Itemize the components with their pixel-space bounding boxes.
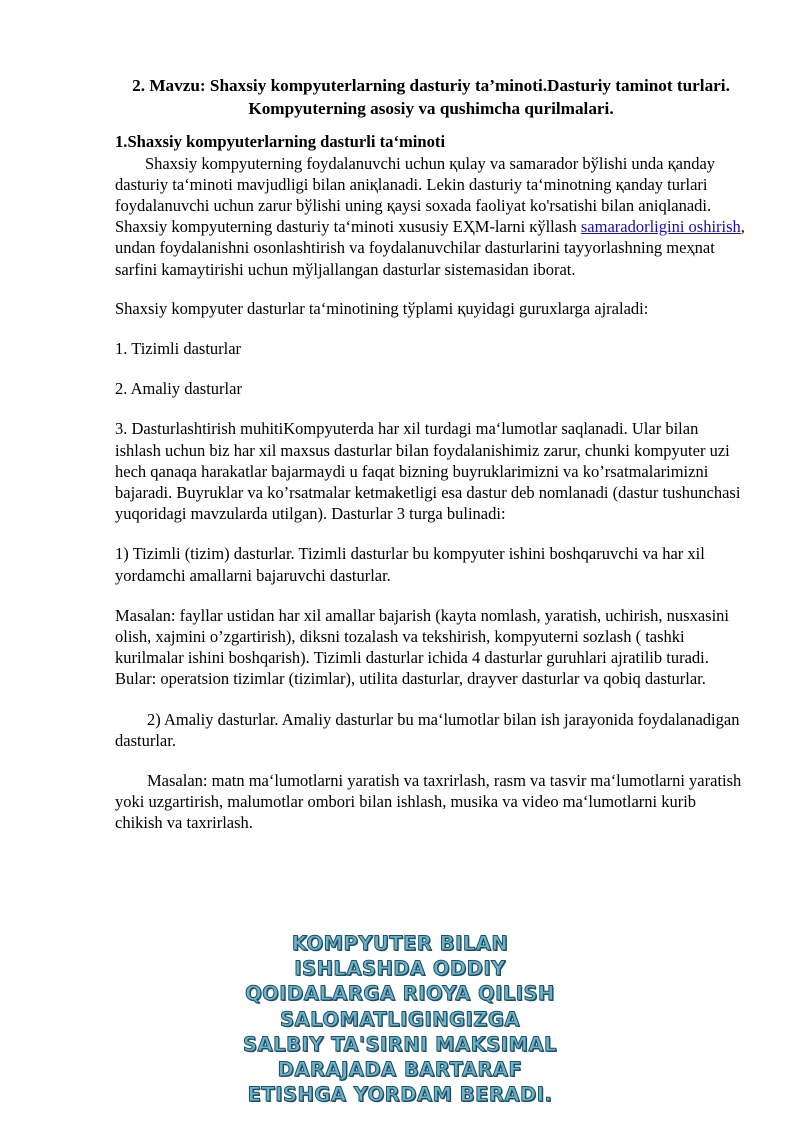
banner-line: KOMPYUTER BILAN	[291, 932, 509, 955]
type2-example-paragraph: Masalan: matn maʻlumotlarni yaratish va taxrirlash, rasm va tasvir maʻlumotlarni yaratish yoki uzgartirish, malumotlar ombori bilan ishlash, musika va video maʻlumotlarni kurib chikish va taxrirlash.	[115, 770, 742, 833]
document-page	[115, 74, 747, 853]
banner-line: SALOMATLIGINGIZGA	[280, 1007, 520, 1031]
list-item-dasturlashtirish: 3. Dasturlashtirish muhitiKompyuterda har xil turdagi maʻlumotlar saqlanadi. Ular bilan ishlash uchun biz har xil maxsus dasturlar bilan foydalanishimiz zarur, chunki kompyuter uzi hech qanaqa harakatlar bajarmaydi u faqat bizning buyruklarimizni va ko’rsatmalarimizni bajaradi. Buyruklar va ko’rsatmalar ketmaketligi esa dastur deb nomlanadi (dastur tushunchasi yuqoridagi mavzularda utilgan). Dasturlar 3 turga bulinadi:	[115, 419, 741, 524]
page-title: 2. Mavzu: Shaxsiy kompyuterlarning dasturiy ta’minoti.Dasturiy taminot turlari. Kompyuterning asosiy va qushimcha qurilmalari.	[132, 76, 730, 118]
type1-paragraph: 1) Tizimli (tizim) dasturlar. Tizimli dasturlar bu kompyuter ishini boshqaruvchi va har xil yordamchi amallarni bajaruvchi dasturlar.	[115, 544, 705, 585]
list-item-tizimli: 1. Tizimli dasturlar	[115, 338, 242, 358]
type1-example-paragraph: Masalan: fayllar ustidan har xil amallar bajarish (kayta nomlash, yaratish, uchirish, nusxasini olish, xajmini o’zgartirish), diksni tozalash va tekshirish, kompyuterni sozlash ( tashki kurilmalar ishini boshqarish). Tizimli dasturlar ichida 4 dasturlar guruhlari ajratilib turadi. Bular: operatsion tizimlar (tizimlar), utilita dasturlar, drayver dasturlar va qobiq dasturlar.	[115, 605, 729, 689]
banner-line: DARAJADA BARTARAF	[277, 1058, 523, 1082]
section-heading: 1.Shaxsiy kompyuterlarning dasturli taʻminoti	[115, 132, 446, 151]
intro-paragraph	[115, 153, 747, 280]
intro-text-part2: , undan foydalanishni osonlashtirish va foydalanuvchilar dasturlarini tayyorlashning meҳnat sarfini kamaytirishi uchun mўljallangan dasturlar sistemasidan iborat.	[115, 217, 745, 279]
banner-line: ISHLASHDA ODDIY	[294, 957, 506, 981]
samaradorligini-oshirish-link[interactable]: samaradorligini oshirish	[580, 217, 741, 237]
wordart-banner	[140, 931, 660, 1107]
intro-text-part1: Shaxsiy kompyuterning foydalanuvchi uchun қulay va samarador bўlishi unda қanday dasturiy taʻminoti mavjudligi bilan aniқlanadi. Lekin dasturiy taʻminotning қanday turlari foydalanuvchi uchun zarur bўlishi uning қaysi soxada faoliyat ko'rsatishi bilan aniqlanadi. Shaxsiy kompyuterning dasturiy taʻminoti xususiy EҲM-larni кўllash	[115, 153, 716, 237]
banner-line: SALBIY TA'SIRNI MAKSIMAL	[243, 1032, 557, 1056]
banner-line: QOIDALARGA RIOYA QILISH	[245, 982, 555, 1006]
banner-line: ETISHGA YORDAM BERADI.	[247, 1083, 553, 1107]
groups-intro-paragraph: Shaxsiy kompyuter dasturlar taʻminotining tўplami қuyidagi guruxlarga ajraladi:	[115, 298, 649, 318]
type2-paragraph: 2) Amaliy dasturlar. Amaliy dasturlar bu maʻlumotlar bilan ish jarayonida foydalanadigan dasturlar.	[115, 709, 740, 750]
list-item-amaliy: 2. Amaliy dasturlar	[115, 379, 242, 399]
